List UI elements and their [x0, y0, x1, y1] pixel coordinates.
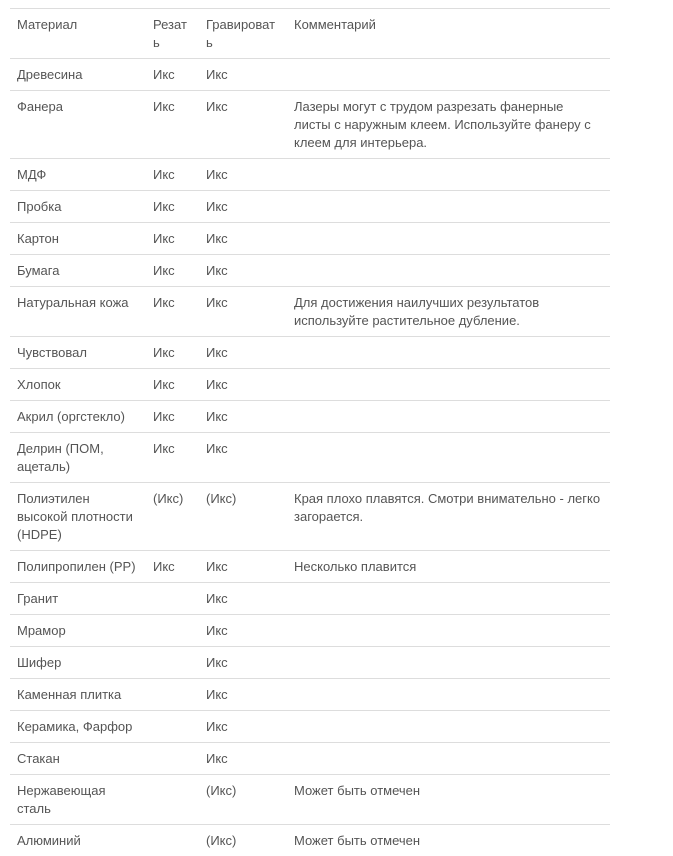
engrave-cell: Икс [199, 711, 287, 743]
table-row [10, 433, 610, 483]
cut-cell [146, 743, 199, 775]
table-row [10, 679, 610, 711]
cut-cell: (Икс) [146, 483, 199, 551]
material-cell: Керамика, Фарфор [10, 711, 146, 743]
cut-cell: Икс [146, 191, 199, 223]
table-row [10, 369, 610, 401]
cut-cell: Икс [146, 401, 199, 433]
table-row [10, 551, 610, 583]
cut-cell: Икс [146, 91, 199, 159]
comment-cell [287, 255, 610, 287]
comment-cell [287, 223, 610, 255]
material-cell: Чувствовал [10, 337, 146, 369]
table-row [10, 191, 610, 223]
comment-cell [287, 679, 610, 711]
engrave-cell: Икс [199, 191, 287, 223]
table-row [10, 615, 610, 647]
cut-cell: Икс [146, 287, 199, 337]
cut-cell [146, 679, 199, 711]
table-row [10, 583, 610, 615]
material-cell: Гранит [10, 583, 146, 615]
engrave-cell: Икс [199, 369, 287, 401]
table-row [10, 647, 610, 679]
engrave-cell: (Икс) [199, 825, 287, 856]
cut-cell: Икс [146, 337, 199, 369]
cut-cell: Икс [146, 223, 199, 255]
comment-cell [287, 59, 610, 91]
header-engrave: Гравировать [199, 9, 287, 59]
material-cell: Пробка [10, 191, 146, 223]
engrave-cell: Икс [199, 583, 287, 615]
engrave-cell: Икс [199, 433, 287, 483]
engrave-cell: Икс [199, 679, 287, 711]
comment-cell [287, 337, 610, 369]
comment-cell [287, 615, 610, 647]
engrave-cell: Икс [199, 615, 287, 647]
comment-cell: Лазеры могут с трудом разрезать фанерные листы с наружным клеем. Используйте фанеру с клеем для интерьера. [287, 91, 610, 159]
engrave-cell: Икс [199, 91, 287, 159]
comment-cell [287, 191, 610, 223]
comment-cell [287, 711, 610, 743]
comment-cell: Может быть отмечен [287, 775, 610, 825]
material-cell: Хлопок [10, 369, 146, 401]
table-row [10, 743, 610, 775]
table-row [10, 159, 610, 191]
table-row [10, 59, 610, 91]
material-cell: Натуральная кожа [10, 287, 146, 337]
cut-cell [146, 775, 199, 825]
table-row [10, 255, 610, 287]
engrave-cell: Икс [199, 223, 287, 255]
cut-cell [146, 711, 199, 743]
table-header-row [10, 9, 610, 59]
comment-cell [287, 159, 610, 191]
cut-cell: Икс [146, 59, 199, 91]
cut-cell: Икс [146, 369, 199, 401]
material-cell: Акрил (оргстекло) [10, 401, 146, 433]
table-row [10, 287, 610, 337]
engrave-cell: Икс [199, 647, 287, 679]
cut-cell [146, 615, 199, 647]
material-cell: Мрамор [10, 615, 146, 647]
material-cell: Делрин (ПОМ, ацеталь) [10, 433, 146, 483]
comment-cell: Края плохо плавятся. Смотри внимательно - легко загорается. [287, 483, 610, 551]
table-row [10, 711, 610, 743]
material-cell: Полиэтилен высокой плотности (HDPE) [10, 483, 146, 551]
comment-cell [287, 647, 610, 679]
material-cell: Каменная плитка [10, 679, 146, 711]
engrave-cell: (Икс) [199, 483, 287, 551]
engrave-cell: Икс [199, 255, 287, 287]
cut-cell [146, 647, 199, 679]
engrave-cell: Икс [199, 551, 287, 583]
cut-cell: Икс [146, 255, 199, 287]
table-row [10, 401, 610, 433]
cut-cell [146, 583, 199, 615]
material-cell: Бумага [10, 255, 146, 287]
table-row [10, 91, 610, 159]
material-cell: Шифер [10, 647, 146, 679]
cut-cell: Икс [146, 551, 199, 583]
material-cell: Нержавеющая сталь [10, 775, 146, 825]
header-material: Материал [10, 9, 146, 59]
comment-cell: Для достижения наилучших результатов используйте растительное дубление. [287, 287, 610, 337]
material-cell: Фанера [10, 91, 146, 159]
engrave-cell: Икс [199, 159, 287, 191]
materials-table [10, 8, 610, 856]
material-cell: Полипропилен (PP) [10, 551, 146, 583]
comment-cell: Может быть отмечен [287, 825, 610, 856]
table-row [10, 775, 610, 825]
comment-cell [287, 433, 610, 483]
comment-cell [287, 743, 610, 775]
table-row [10, 483, 610, 551]
engrave-cell: Икс [199, 401, 287, 433]
cut-cell: Икс [146, 433, 199, 483]
engrave-cell: Икс [199, 287, 287, 337]
material-cell: МДФ [10, 159, 146, 191]
table-row [10, 337, 610, 369]
table-row [10, 223, 610, 255]
cut-cell: Икс [146, 159, 199, 191]
engrave-cell: Икс [199, 337, 287, 369]
comment-cell: Несколько плавится [287, 551, 610, 583]
table-row [10, 825, 610, 856]
comment-cell [287, 401, 610, 433]
comment-cell [287, 369, 610, 401]
engrave-cell: Икс [199, 59, 287, 91]
material-cell: Стакан [10, 743, 146, 775]
header-comment: Комментарий [287, 9, 610, 59]
engrave-cell: (Икс) [199, 775, 287, 825]
material-cell: Алюминий [10, 825, 146, 856]
comment-cell [287, 583, 610, 615]
material-cell: Древесина [10, 59, 146, 91]
header-cut: Резать [146, 9, 199, 59]
material-cell: Картон [10, 223, 146, 255]
cut-cell [146, 825, 199, 856]
engrave-cell: Икс [199, 743, 287, 775]
